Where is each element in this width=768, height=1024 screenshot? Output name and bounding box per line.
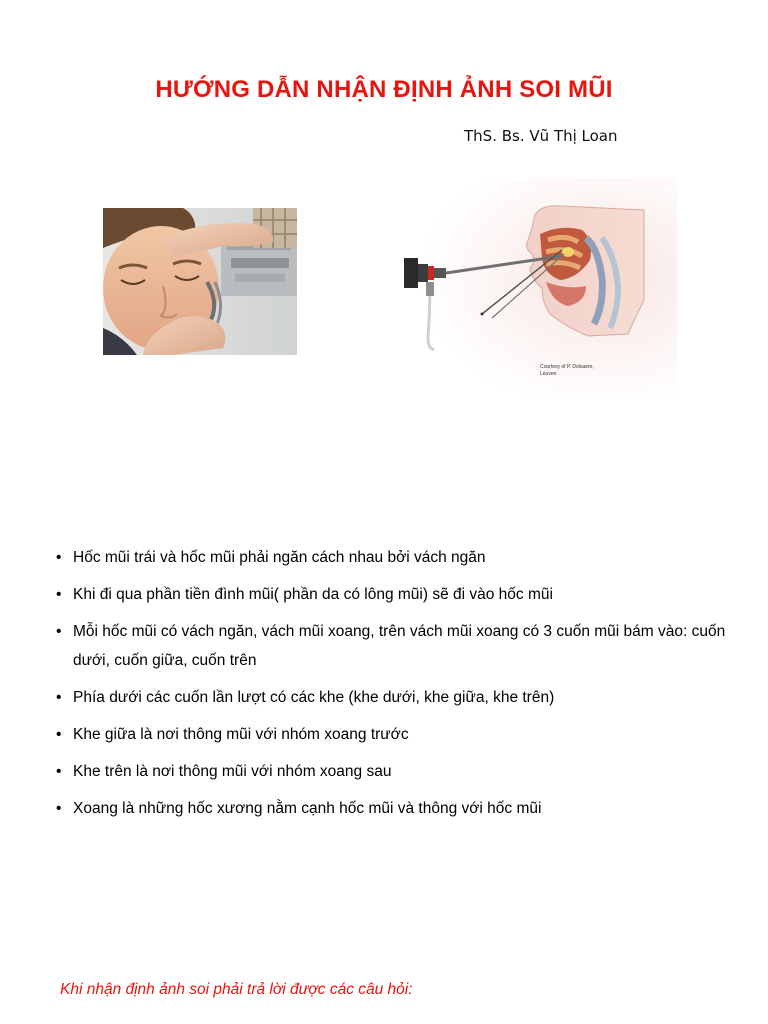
diagram-credit-line1: Courtesy of P. Dolsaere, bbox=[540, 364, 594, 370]
list-item-text: Khe giữa là nơi thông mũi với nhóm xoang trước bbox=[73, 726, 409, 743]
list-item-text: Hốc mũi trái và hốc mũi phải ngăn cách nhau bởi vách ngăn bbox=[73, 549, 486, 566]
list-item bbox=[56, 580, 736, 609]
nasal-exam-photo bbox=[103, 208, 297, 355]
diagram-credit-line2: Leuven bbox=[540, 371, 557, 377]
list-item-text: Xoang là những hốc xương nằm cạnh hốc mũi và thông với hốc mũi bbox=[73, 800, 542, 817]
bullet-dot: • bbox=[56, 689, 62, 706]
list-item-text: Khe trên là nơi thông mũi với nhóm xoang sau bbox=[73, 763, 392, 780]
bullet-dot: • bbox=[56, 763, 62, 780]
list-item bbox=[56, 794, 736, 823]
list-item-text: Phía dưới các cuốn lần lượt có các khe (khe dưới, khe giữa, khe trên) bbox=[73, 689, 555, 706]
nasal-exam-illustration bbox=[103, 208, 297, 355]
endoscope-nasal-illustration bbox=[372, 178, 677, 400]
author-name: ThS. Bs. Vũ Thị Loan bbox=[464, 127, 618, 145]
list-item bbox=[56, 757, 736, 786]
bullet-dot: • bbox=[56, 549, 62, 566]
list-item bbox=[56, 543, 736, 572]
list-item bbox=[56, 617, 736, 675]
list-item-text: Mỗi hốc mũi có vách ngăn, vách mũi xoang, trên vách mũi xoang có 3 cuốn mũi bám vào: cuốn dưới, cuốn giữa, cuốn trên bbox=[73, 623, 726, 669]
bullet-dot: • bbox=[56, 800, 62, 817]
page-title: HƯỚNG DẪN NHẬN ĐỊNH ẢNH SOI MŨI bbox=[155, 76, 613, 103]
bullet-dot: • bbox=[56, 623, 62, 640]
bullet-dot: • bbox=[56, 726, 62, 743]
endoscope-diagram bbox=[372, 178, 677, 400]
list-item-text: Khi đi qua phần tiền đình mũi( phần da có lông mũi) sẽ đi vào hốc mũi bbox=[73, 586, 553, 603]
list-item bbox=[56, 683, 736, 712]
list-item bbox=[56, 720, 736, 749]
question-heading: Khi nhận định ảnh soi phải trả lời được các câu hỏi: bbox=[60, 981, 413, 998]
bullet-list bbox=[56, 543, 736, 831]
bullet-dot: • bbox=[56, 586, 62, 603]
